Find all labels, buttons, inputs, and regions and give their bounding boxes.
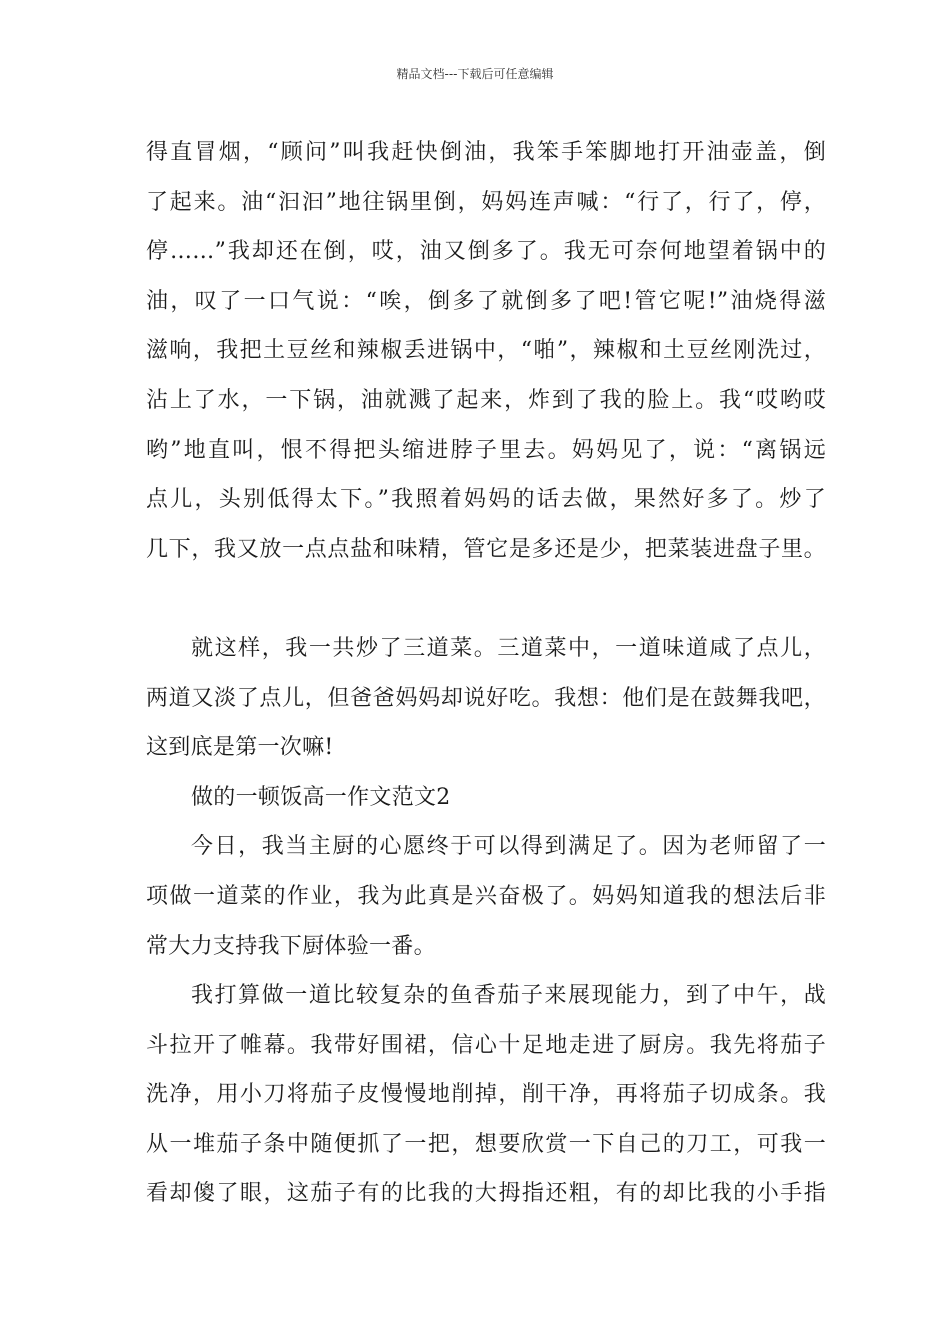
paragraph-line: 哟”地直叫，恨不得把头缩进脖子里去。妈妈见了，说：“离锅远 xyxy=(146,437,826,463)
paragraph-line: 今日，我当主厨的心愿终于可以得到满足了。因为老师留了一 xyxy=(191,834,826,860)
paragraph-line: 就这样，我一共炒了三道菜。三道菜中，一道味道咸了点儿， xyxy=(191,635,826,661)
section-title: 做的一顿饭高一作文范文2 xyxy=(191,784,451,810)
paragraph-gap xyxy=(146,574,826,624)
document-header: 精品文档---下载后可任意编辑 xyxy=(396,67,554,81)
paragraph-line: 洗净，用小刀将茄子皮慢慢地削掉，削干净，再将茄子切成条。我 xyxy=(146,1082,826,1108)
paragraph-line: 几下，我又放一点点盐和味精，管它是多还是少，把菜装进盘子里。 xyxy=(146,536,826,562)
paragraph-line: 点儿，头别低得太下。”我照着妈妈的话去做，果然好多了。炒了 xyxy=(146,487,826,513)
paragraph-line: 项做一道菜的作业，我为此真是兴奋极了。妈妈知道我的想法后非 xyxy=(146,883,826,909)
paragraph-line: 两道又淡了点儿，但爸爸妈妈却说好吃。我想：他们是在鼓舞我吧， xyxy=(146,685,826,711)
paragraph-line: 这到底是第一次嘛! xyxy=(146,735,334,761)
paragraph-line: 得直冒烟，“顾问”叫我赶快倒油，我笨手笨脚地打开油壶盖，倒 xyxy=(146,140,826,165)
paragraph-line: 从一堆茄子条中随便抓了一把，想要欣赏一下自己的刀工，可我一 xyxy=(146,1131,826,1157)
paragraph-line: 了起来。油“汩汩”地往锅里倒，妈妈连声喊：“行了，行了，停， xyxy=(146,189,826,215)
paragraph-line: 看却傻了眼，这茄子有的比我的大拇指还粗，有的却比我的小手指 xyxy=(146,1181,826,1207)
paragraph-line: 我打算做一道比较复杂的鱼香茄子来展现能力，到了中午，战 xyxy=(191,983,826,1009)
document-body xyxy=(146,128,826,1219)
paragraph-line: 停……”我却还在倒，哎，油又倒多了。我无可奈何地望着锅中的 xyxy=(146,239,826,265)
paragraph-line: 滋响，我把土豆丝和辣椒丢进锅中，“啪”，辣椒和土豆丝刚洗过， xyxy=(146,338,826,364)
paragraph-line: 常大力支持我下厨体验一番。 xyxy=(146,933,436,959)
paragraph-line: 油，叹了一口气说：“唉，倒多了就倒多了吧!管它呢!”油烧得滋 xyxy=(146,288,826,314)
paragraph-line: 沾上了水，一下锅，油就溅了起来，炸到了我的脸上。我“哎哟哎 xyxy=(146,387,826,413)
paragraph-line: 斗拉开了帷幕。我带好围裙，信心十足地走进了厨房。我先将茄子 xyxy=(146,1032,826,1058)
